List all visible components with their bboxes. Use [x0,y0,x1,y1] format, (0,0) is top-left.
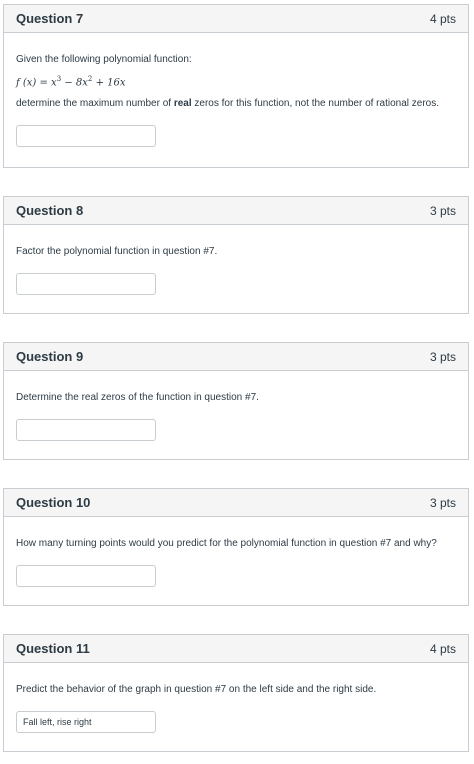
question-title: Question 10 [16,495,91,510]
question-text-after: zeros for this function, not the number of rational zeros. [191,98,439,109]
question-text-before: determine the maximum number of [16,98,174,109]
question-8-card [3,196,469,314]
question-title: Question 8 [16,203,84,218]
polynomial-formula [16,75,126,88]
formula-rhs: + 16x [92,77,126,89]
question-7-card [3,4,469,168]
question-points: 4 pts [429,11,456,26]
question-11-card [3,634,469,752]
formula-lhs: f (x) = x [16,77,57,89]
question-points: 3 pts [429,349,456,364]
question-text [16,97,439,111]
answer-input[interactable] [16,565,156,587]
question-header [4,343,468,371]
question-header [4,489,468,517]
question-header [4,635,468,663]
answer-input[interactable] [16,125,156,147]
question-title: Question 7 [16,11,84,26]
answer-input[interactable] [16,419,156,441]
question-points: 4 pts [429,641,456,656]
question-10-card [3,488,469,606]
answer-input[interactable] [16,273,156,295]
formula-exponent-3: 3 [56,75,62,83]
question-9-card [3,342,469,460]
question-text: Predict the behavior of the graph in question #7 on the left side and the right side. [16,684,377,695]
question-intro: Given the following polynomial function: [16,54,192,65]
question-text: Determine the real zeros of the function in question #7. [16,392,259,403]
question-points: 3 pts [429,203,456,218]
formula-exponent-2: 2 [87,75,93,83]
question-text-bold: real [173,98,192,109]
question-text: How many turning points would you predict for the polynomial function in question #7 and why? [16,538,437,549]
question-header [4,5,468,33]
question-title: Question 9 [16,349,84,364]
question-title: Question 11 [16,641,90,656]
question-text: Factor the polynomial function in question #7. [16,246,218,257]
question-header [4,197,468,225]
question-points: 3 pts [429,495,456,510]
answer-input[interactable] [16,711,156,733]
formula-mid: − 8x [61,77,88,89]
